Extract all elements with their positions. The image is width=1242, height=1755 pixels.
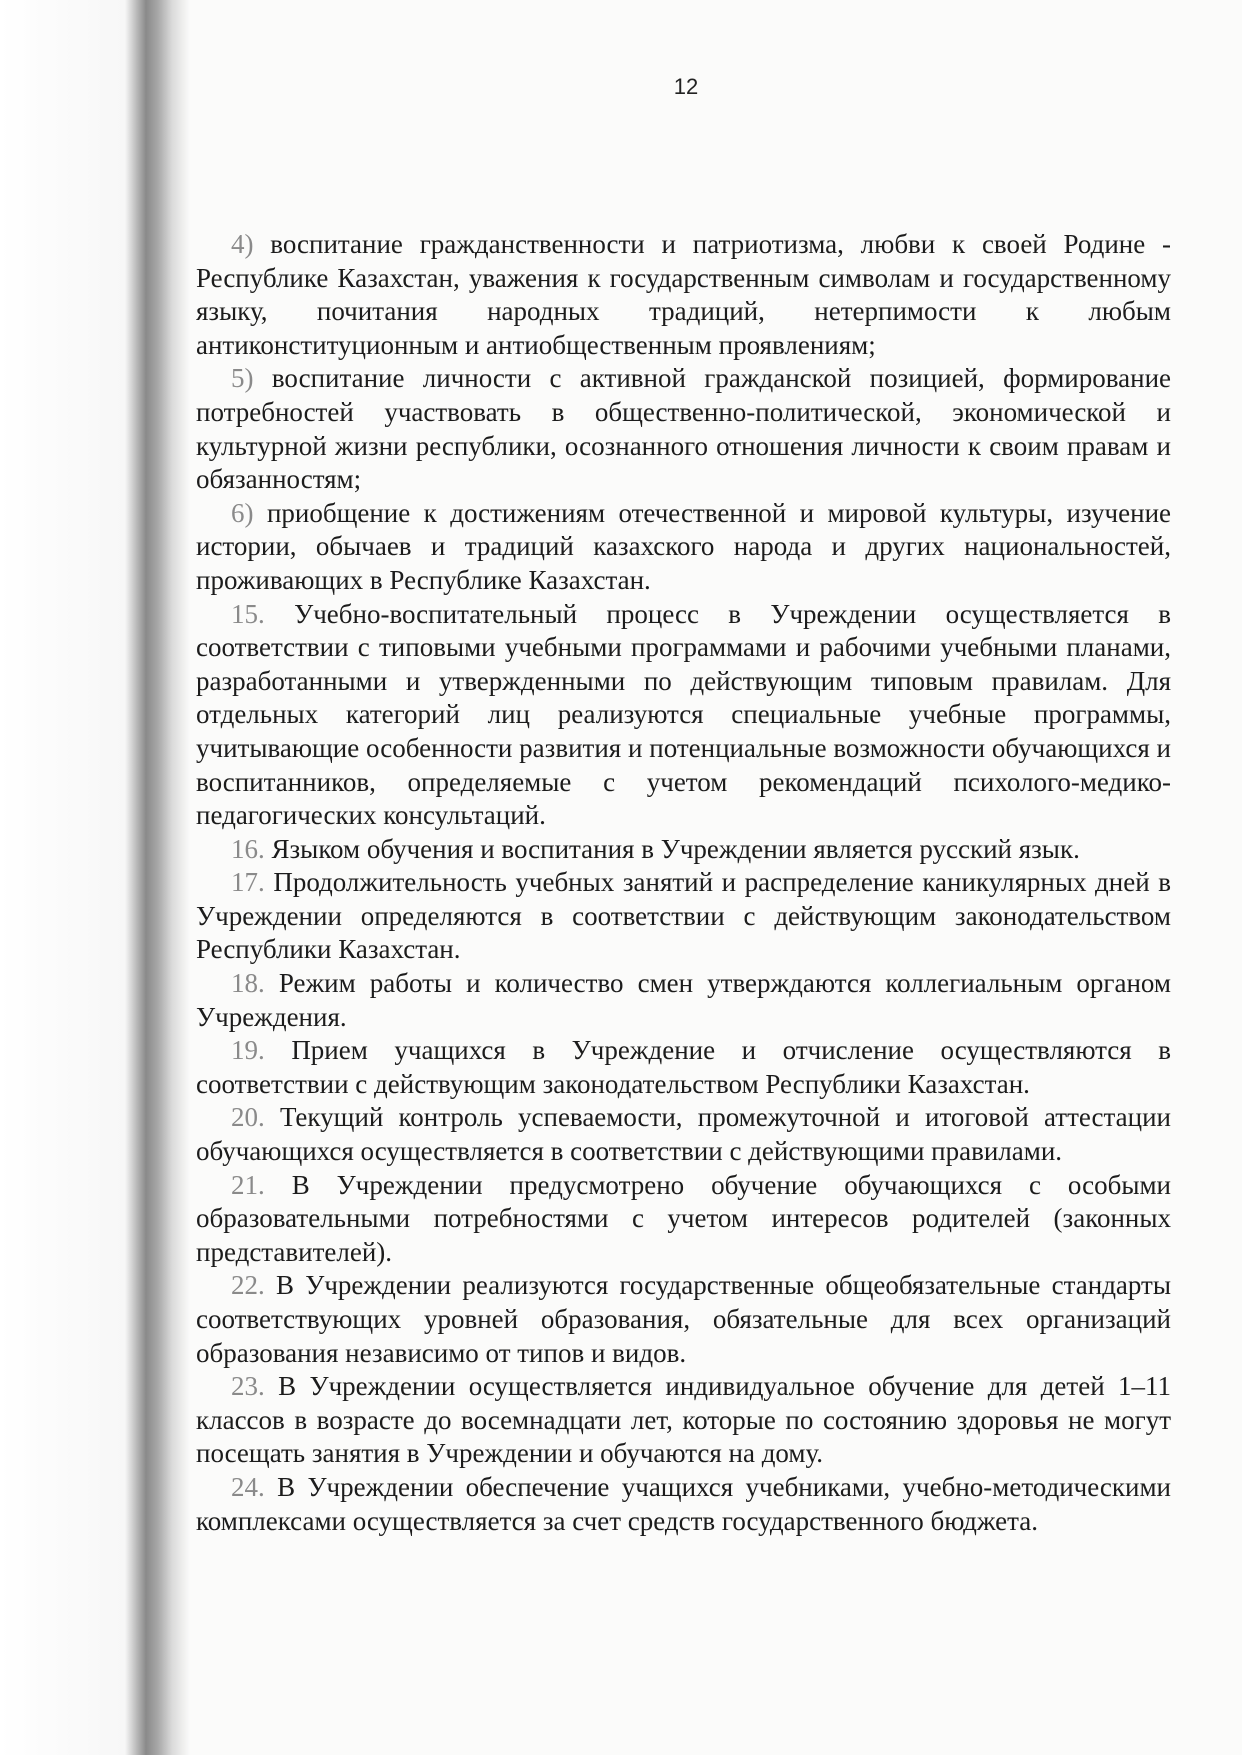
item-number: 6) (231, 497, 254, 528)
paragraph-5 (196, 362, 1171, 496)
paragraph-16 (196, 833, 1171, 867)
item-number: 5) (231, 363, 254, 394)
paragraph-15 (196, 598, 1171, 833)
item-number: 4) (231, 229, 254, 259)
paragraph-18 (196, 967, 1171, 1034)
item-number: 18. (231, 968, 265, 999)
paragraph-text: В Учреждении предусмотрено обучение обучающихся с особыми образовательными потребностями с учетом интересов родителей (законных представителей). (196, 1169, 1171, 1267)
paragraph-text: приобщение к достижениям отечественной и мировой культуры, изучение истории, обычаев и традиций казахского народа и других национальностей, проживающих в Республике Казахстан. (196, 497, 1171, 595)
paragraph-text: Языком обучения и воспитания в Учреждении является русский язык. (271, 833, 1080, 864)
paragraph-text: В Учреждении осуществляется индивидуальное обучение для детей 1–11 классов в возрасте до восемнадцати лет, которые по состоянию здоровья не могут посещать занятия в Учреждении и обучаются на дому. (196, 1371, 1171, 1469)
paragraph-21 (196, 1169, 1171, 1270)
item-number: 21. (231, 1169, 265, 1200)
item-number: 15. (231, 598, 265, 629)
paragraph-text: Продолжительность учебных занятий и распределение каникулярных дней в Учреждении определяются в соответствии с действующим законодательством Республики Казахстан. (196, 867, 1171, 965)
page-number: 12 (673, 74, 699, 99)
item-number: 24. (231, 1471, 265, 1502)
paragraph-text: воспитание личности с активной гражданской позицией, формирование потребностей участвовать в общественно-политической, экономической и культурной жизни республики, осознанного отношения личности к своим правам и обязанностям; (196, 363, 1172, 495)
paragraph-text: воспитание гражданственности и патриотизма, любви к своей Родине - Республике Казахстан, уважения к государственным символам и государственному языку, почитания народных традиций, нетерпимости к любым антиконституционным и антиобщественным проявлениям; (196, 229, 1172, 360)
paragraph-text: В Учреждении реализуются государственные общеобязательные стандарты соответствующих уровней образования, обязательные для всех организаций образования независимо от типов и видов. (196, 1270, 1172, 1368)
item-number: 20. (231, 1102, 265, 1133)
paragraph-20 (196, 1101, 1171, 1168)
paragraph-4 (196, 228, 1171, 362)
document-body (196, 228, 1171, 1538)
item-number: 17. (231, 867, 265, 898)
paragraph-text: Режим работы и количество смен утверждаются коллегиальным органом Учреждения. (196, 968, 1171, 1032)
paragraph-23 (196, 1370, 1171, 1471)
item-number: 22. (231, 1270, 265, 1301)
item-number: 23. (231, 1371, 265, 1402)
paragraph-24 (196, 1471, 1171, 1538)
paragraph-text: Учебно-воспитательный процесс в Учреждении осуществляется в соответствии с типовыми учебными программами и рабочими учебными планами, разработанными и утвержденными по действующим типовым правилам. Для отдельных категорий лиц реализуются специальные учебные программы, учитывающие особенности развития и потенциальные возможности обучающихся и воспитанников, определяемые с учетом рекомендаций психолого-медико-педагогических консультаций. (196, 598, 1171, 831)
paragraph-text: Прием учащихся в Учреждение и отчисление осуществляются в соответствии с действующим законодательством Республики Казахстан. (196, 1035, 1171, 1099)
paragraph-17 (196, 866, 1171, 967)
binding-shadow (0, 0, 190, 1755)
paragraph-22 (196, 1269, 1171, 1370)
item-number: 16. (231, 833, 265, 864)
item-number: 19. (231, 1035, 265, 1066)
paragraph-text: В Учреждении обеспечение учащихся учебниками, учебно-методическими комплексами осуществляется за счет средств государственного бюджета. (196, 1471, 1172, 1536)
paragraph-6 (196, 497, 1171, 598)
paragraph-text: Текущий контроль успеваемости, промежуточной и итоговой аттестации обучающихся осуществляется в соответствии с действующими правилами. (196, 1102, 1171, 1167)
paragraph-19 (196, 1034, 1171, 1101)
